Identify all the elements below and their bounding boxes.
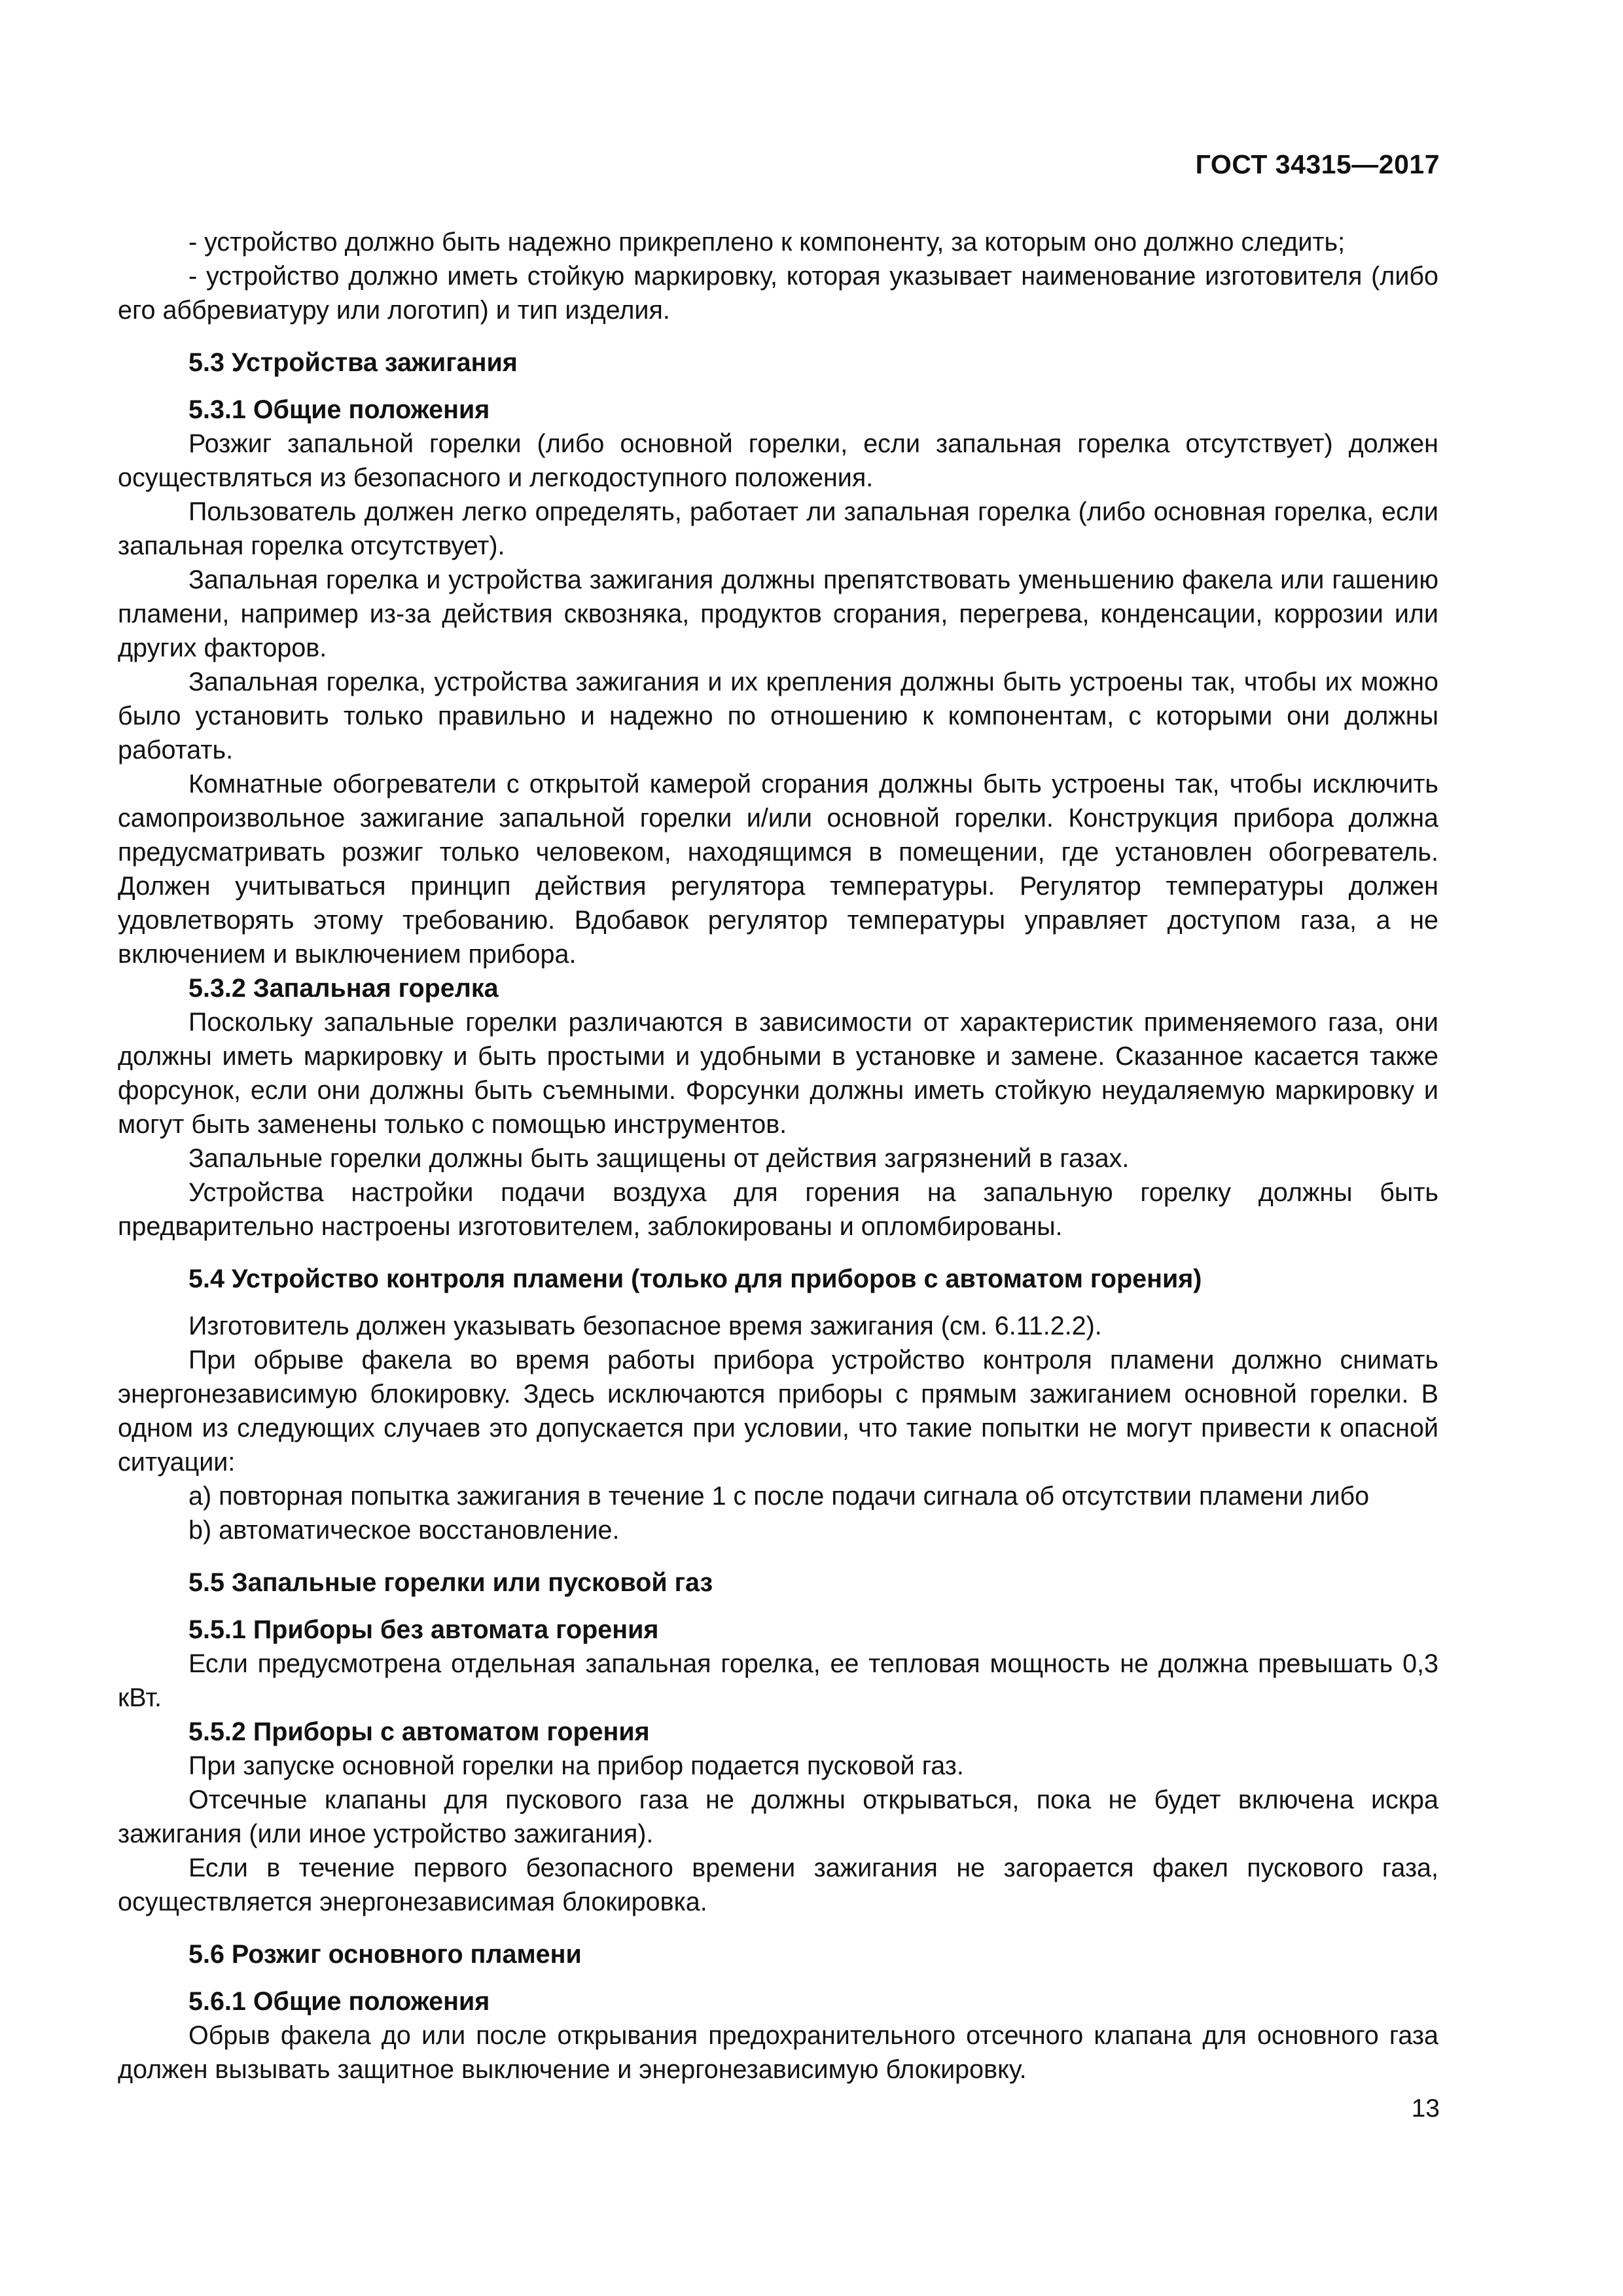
paragraph: Устройства настройки подачи воздуха для горения на запальную горелку должны быть предварительно настроены изготовителем, заблокированы и опломбированы. [118,1178,1438,1241]
subsection-heading: 5.5.1 Приборы без автомата горения [188,1615,659,1644]
paragraph: Если предусмотрена отдельная запальная горелка, ее тепловая мощность не должна превышать 0,3 кВт. [118,1649,1438,1712]
paragraph: Розжиг запальной горелки (либо основной горелки, если запальная горелка отсутствует) должен осуществляться из безопасного и легкодоступного положения. [118,429,1438,492]
subsection-heading: 5.6.1 Общие положения [188,1987,490,2016]
paragraph: Запальные горелки должны быть защищены от действия загрязнений в газах. [188,1144,1130,1173]
document-header: ГОСТ 34315—2017 [1195,149,1440,179]
section-heading: 5.6 Розжиг основного пламени [188,1940,582,1969]
paragraph: Запальная горелка, устройства зажигания и их крепления должны быть устроены так, чтобы их можно было установить только правильно и надежно по отношению к компонентам, с которыми они должны работать. [118,668,1438,764]
paragraph: Комнатные обогреватели с открытой камерой сгорания должны быть устроены так, чтобы исключить самопроизвольное зажигание запальной горелки и/или основной горелки. Конструкция прибора должна предусматривать розжиг только человеком, находящимся в помещении, где установлен обогреватель. Должен учитываться принцип действия регулятора температуры. Регулятор температуры должен удовлетворять этому требованию. Вдобавок регулятор температуры управляет доступом газа, а не включением и выключением прибора. [118,770,1438,969]
subsection-heading: 5.3.2 Запальная горелка [188,974,499,1003]
section-heading: 5.4 Устройство контроля пламени (только для приборов с автоматом горения) [188,1265,1202,1293]
paragraph: Поскольку запальные горелки различаются в зависимости от характеристик применяемого газа, они должны иметь маркировку и быть простыми и удобными в установке и замене. Сказанное касается также форсунок, если они должны быть съемными. Форсунки должны иметь стойкую неудаляемую маркировку и могут быть заменены только с помощью инструментов. [118,1008,1438,1139]
list-item: b) автоматическое восстановление. [188,1516,620,1545]
subsection-heading: 5.3.1 Общие положения [188,395,490,424]
list-item: - устройство должно быть надежно прикреплено к компоненту, за которым оно должно следить; [188,228,1346,257]
paragraph: Обрыв факела до или после открывания предохранительного отсечного клапана для основного газа должен вызывать защитное выключение и энергонезависимую блокировку. [118,2021,1438,2084]
paragraph: Изготовитель должен указывать безопасное время зажигания (см. 6.11.2.2). [188,1312,1102,1340]
paragraph: Если в течение первого безопасного времени зажигания не загорается факел пускового газа, осуществляется энергонезависимая блокировка. [118,1854,1438,1916]
paragraph: При запуске основной горелки на прибор подается пусковой газ. [188,1751,964,1780]
section-heading: 5.5 Запальные горелки или пусковой газ [188,1568,713,1597]
paragraph: Запальная горелка и устройства зажигания должны препятствовать уменьшению факела или гашению пламени, например из-за действия сквозняка, продуктов сгорания, перегрева, конденсации, коррозии или других факторов. [118,565,1438,662]
section-heading: 5.3 Устройства зажигания [188,348,518,377]
list-item: - устройство должно иметь стойкую маркировку, которая указывает наименование изготовителя (либо его аббревиатуру или логотип) и тип изделия. [118,262,1438,325]
paragraph: Отсечные клапаны для пускового газа не должны открываться, пока не будет включена искра зажигания (или иное устройство зажигания). [118,1785,1438,1848]
list-item: a) повторная попытка зажигания в течение 1 с после подачи сигнала об отсутствии пламени либо [188,1482,1370,1511]
page-number: 13 [1411,2094,1440,2123]
subsection-heading: 5.5.2 Приборы с автоматом горения [188,1717,650,1746]
paragraph: Пользователь должен легко определять, работает ли запальная горелка (либо основная горелка, если запальная горелка отсутствует). [118,497,1438,560]
paragraph: При обрыве факела во время работы прибора устройство контроля пламени должно снимать энергонезависимую блокировку. Здесь исключаются приборы с прямым зажиганием основной горелки. В одном из следующих случаев это допускается при условии, что такие попытки не могут привести к опасной ситуации: [118,1346,1438,1477]
document-body [118,225,1438,2087]
